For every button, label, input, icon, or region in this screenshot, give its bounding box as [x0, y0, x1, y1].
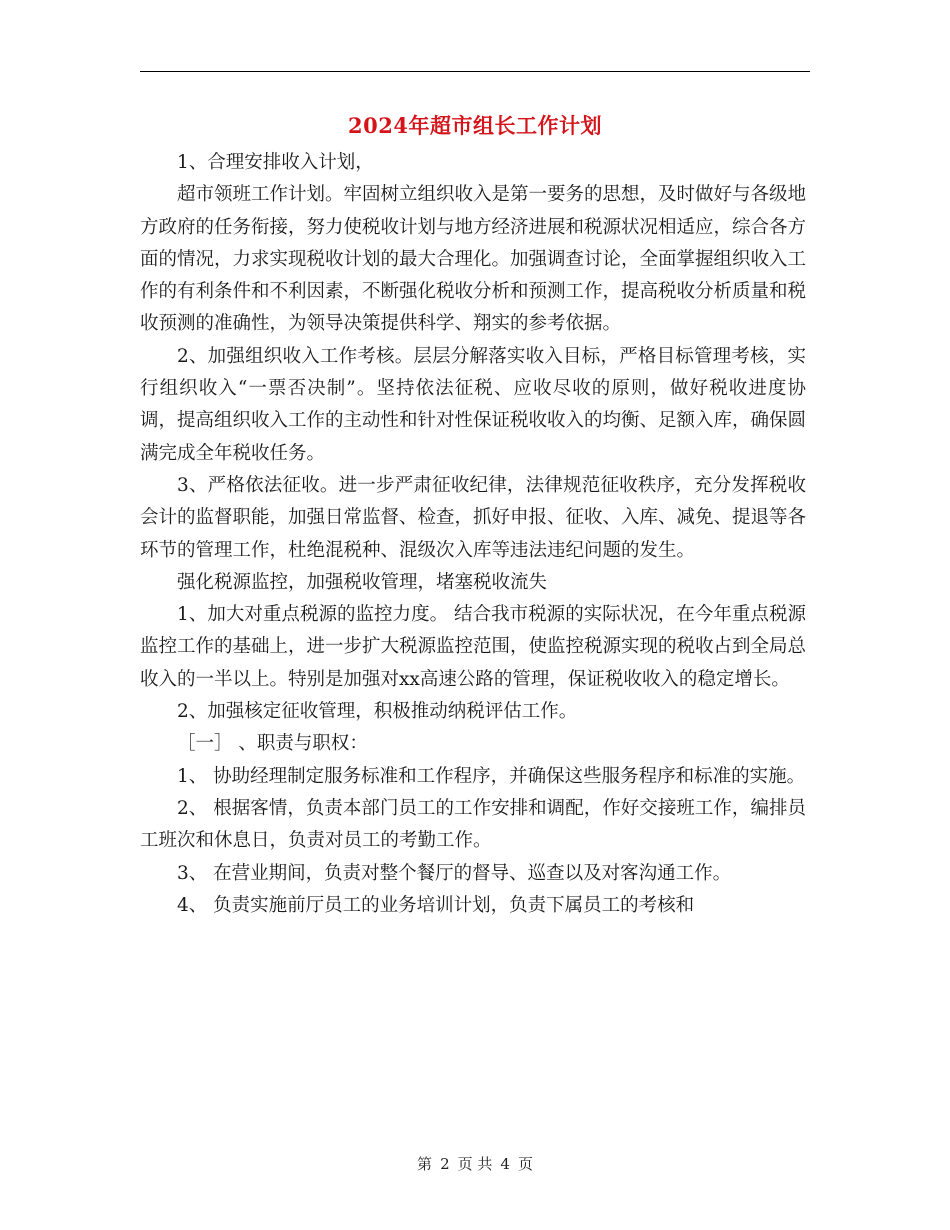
- section-heading: ［一］ 、职责与职权：: [177, 733, 368, 755]
- section-heading: 强化税源监控，加强税收管理，堵塞税收流失: [177, 571, 548, 593]
- paragraph: 1、合理安排收入计划，: [177, 152, 374, 173]
- footer-current-page: 2: [440, 1155, 450, 1173]
- document-body: [140, 147, 806, 922]
- paragraph: 4、 负责实施前厅员工的业务培训计划，负责下属员工的考核和: [177, 894, 695, 916]
- footer-middle: 页 共: [457, 1155, 493, 1173]
- document-title: 2024年超市组长工作计划: [348, 113, 602, 138]
- paragraph: 1、加大对重点税源的监控力度。 结合我市税源的实际状况，在今年重点税源监控工作的基础上，进一步扩大税源监控范围，使监控税源实现的税收占到全局总收入的一半以上。特别是加强对xx高速公路的管理，保证税收收入的稳定增长。: [140, 604, 807, 690]
- footer-suffix: 页: [517, 1155, 533, 1173]
- paragraph: 3、 在营业期间，负责对整个餐厅的督导、巡查以及对客沟通工作。: [177, 862, 732, 884]
- paragraph: 超市领班工作计划。牢固树立组织收入是第一要务的思想，及时做好与各级地方政府的任务衔接，努力使税收计划与地方经济进展和税源状况相适应，综合各方面的情况，力求实现税收计划的最大合理化。加强调查讨论，全面掌握组织收入工作的有利条件和不利因素，不断强化税收分析和预测工作，提高税收分析质量和税收预测的准确性，为领导决策提供科学、翔实的参考依据。: [140, 184, 807, 335]
- paragraph: 3、严格依法征收。进一步严肃征收纪律，法律规范征收秩序，充分发挥税收会计的监督职能，加强日常监督、检查，抓好申报、征收、入库、减免、提退等各环节的管理工作，杜绝混税种、混级次入库等违法违纪问题的发生。: [140, 474, 807, 561]
- paragraph: 2、 根据客情，负责本部门员工的工作安排和调配，作好交接班工作，编排员工班次和休息日，负责对员工的考勤工作。: [140, 797, 806, 852]
- header-rule: [140, 71, 810, 72]
- page-footer: [0, 1152, 950, 1176]
- footer-prefix: 第: [417, 1155, 433, 1173]
- paragraph: 2、加强组织收入工作考核。层层分解落实收入目标，严格目标管理考核，实行组织收入“一票否决制”。坚持依法征税、应收尽收的原则，做好税收进度协调，提高组织收入工作的主动性和针对性保证税收收入的均衡、足额入库，确保圆满完成全年税收任务。: [140, 345, 807, 464]
- footer-total-pages: 4: [500, 1155, 510, 1173]
- paragraph: 1、 协助经理制定服务标准和工作程序，并确保这些服务程序和标准的实施。: [177, 765, 806, 787]
- paragraph: 2、加强核定征收管理，积极推动纳税评估工作。: [177, 701, 578, 723]
